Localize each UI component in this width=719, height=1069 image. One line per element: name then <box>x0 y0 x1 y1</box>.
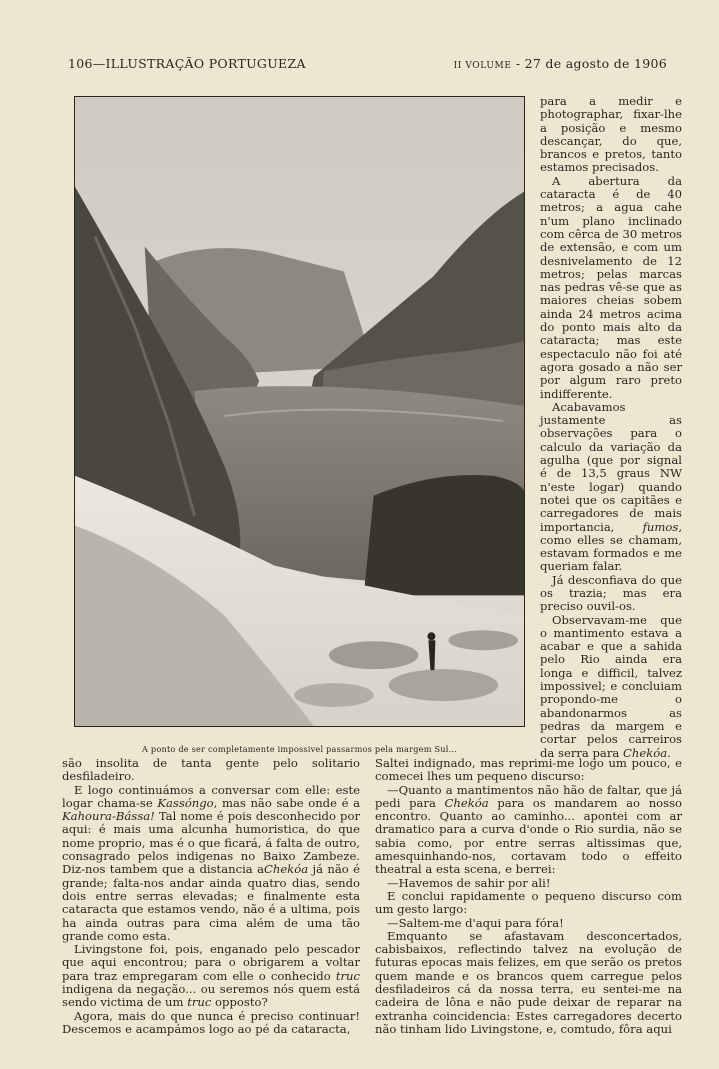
left-text-3b: indigena da negação... ou seremos nós quem está sendo victima de um <box>62 982 360 1010</box>
left-italic-kahoura: Kahoura-Bássa! <box>62 809 155 824</box>
issue-date: 27 de agosto de 1906 <box>524 56 667 71</box>
left-text-2c: Tal nome é pois desconhecido por aqui: é mais uma alcunha humoristica, do que nome proprio, mas é o que ficará, á falta de outro, consagrado pelos indigenas no Baixo Zambeze. Diz-nos tambem que a distancia a <box>62 809 360 877</box>
left-text-3a: Livingstone foi, pois, enganado pelo pescador que aqui encontrou; para o obrigarem a voltar para traz empregaram com elle o conhecido <box>62 942 360 983</box>
sidebar-paragraph-5 <box>540 614 682 760</box>
river-gorge-image <box>75 97 524 726</box>
sidebar-paragraph-2: A abertura da cataracta é de 40 metros; a agua cahe n'um plano inclinado com cêrca de 30 metros de extensão, e com um desnivelamento de 12 metros; pelas marcas nas pedras vê-se que as maiores cheias sobem ainda 24 metros acima do ponto mais alto da cataracta; mas este espectaculo não foi até agora gosado a não ser por algum raro preto indifferente. <box>540 173 682 401</box>
cataract-photograph <box>74 96 525 727</box>
left-paragraph-4: Agora, mais do que nunca é preciso continuar! Descemos e acampámos logo ao pé da cataracta, <box>62 1008 360 1036</box>
sidebar-column <box>540 95 682 760</box>
left-italic-truc-1: truc <box>335 968 361 983</box>
volume-label: II VOLUME <box>453 61 512 71</box>
left-text-2b: , mas não sabe onde é a <box>213 795 360 810</box>
right-italic-chekoa: Chekóa <box>444 795 489 810</box>
left-text-2a: E logo continuámos a conversar com elle: este logar chama-se <box>62 782 360 810</box>
left-column <box>62 757 360 1036</box>
left-italic-kassongo: Kassóngo <box>157 795 214 810</box>
left-italic-chekoa: Chekóa <box>263 862 309 877</box>
right-paragraph-5: —Saltem-me d'aqui para fóra! <box>387 915 564 930</box>
right-text-2b: para os mandarem ao nosso encontro. Quanto ao caminho... apontei com ar dramatico para a curva d'onde o Rio surdia, não se sabia como, por entre serras altissimas que, amesquinhando-nos, cortavam todo o effeito theatral a esta scena, e berrei: <box>375 795 683 877</box>
sidebar-italic-chekoa: Chekóa. <box>623 745 671 760</box>
left-paragraph-2 <box>62 784 360 944</box>
sidebar-text-3a: Acabavamos justamente as observações para o calculo da variação da agulha (que por signal é de 13,5 graus NW n'este logar) quando notei que os capitães e carregadores de mais importancia, <box>540 399 682 534</box>
left-paragraph-1: são insolita de tanta gente pelo solitario desfiladeiro. <box>62 756 360 784</box>
right-paragraph-4: E conclui rapidamente o pequeno discurso com um gesto largo: <box>375 888 682 917</box>
right-paragraph-2 <box>375 784 682 877</box>
sidebar-paragraph-1: para a medir e photographar, fixar-lhe a posição e mesmo descançar, do que, brancos e pretos, tanto estamos precisados. <box>540 94 682 175</box>
photo-caption: A ponto de ser completamente impossivel passarmos pela margem Sul... <box>141 744 457 754</box>
header-dash: - <box>515 56 521 71</box>
sidebar-paragraph-3 <box>540 401 682 574</box>
page-number-title: 106—ILLUSTRAÇÃO PORTUGUEZA <box>68 56 306 71</box>
left-text-2d: já não é grande; falta-nos andar ainda quatro dias, sendo dois entre serras elevadas; e finalmente esta cataracta que estamos vendo, não é a ultima, pois ha ainda outras para cima além de uma tão grande como esta. <box>62 862 360 943</box>
sidebar-text-5: Observavam-me que o mantimento estava a acabar e que a sahida pelo Rio ainda era longa e difficil, talvez impossivel; e concluiam propondo-me o abandonarmos as pedras da margem e cortar pelos carreiros da serra para <box>540 612 682 760</box>
right-paragraph-6: Emquanto se afastavam desconcertados, cabisbaixos, reflectindo talvez na evolução de futuras epocas mais felizes, em que serão os pretos quem mande e os brancos quem carregue pelos desfiladeiros cá da nossa terra, eu sentei-me na cadeira de lôna e não pude deixar de reparar na extranha coincidencia: Estes carregadores decerto não tinham lido Livingstone, e, comtudo, fôra aqui <box>375 928 682 1036</box>
right-paragraph-3: —Havemos de sahir por ali! <box>387 875 551 890</box>
sidebar-text-3b: , como elles se chamam, estavam formados e me queriam falar. <box>540 519 682 574</box>
left-paragraph-3 <box>62 943 360 1009</box>
right-text-2a: —Quanto a mantimentos não hão de faltar, que já pedi para <box>375 782 682 810</box>
sidebar-italic-fumos: fumos <box>642 519 679 534</box>
sidebar-paragraph-4: Já desconfiava do que os trazia; mas era preciso ouvil-os. <box>540 572 682 614</box>
right-paragraph-1: Saltei indignado, mas reprimi-me logo um pouco, e comecei lhes um pequeno discurso: <box>375 756 682 784</box>
right-column <box>375 757 682 1036</box>
issue-info <box>454 56 667 71</box>
left-italic-truc-2: truc <box>187 995 212 1010</box>
page-header <box>68 56 667 74</box>
left-text-3c: opposto? <box>211 995 268 1010</box>
